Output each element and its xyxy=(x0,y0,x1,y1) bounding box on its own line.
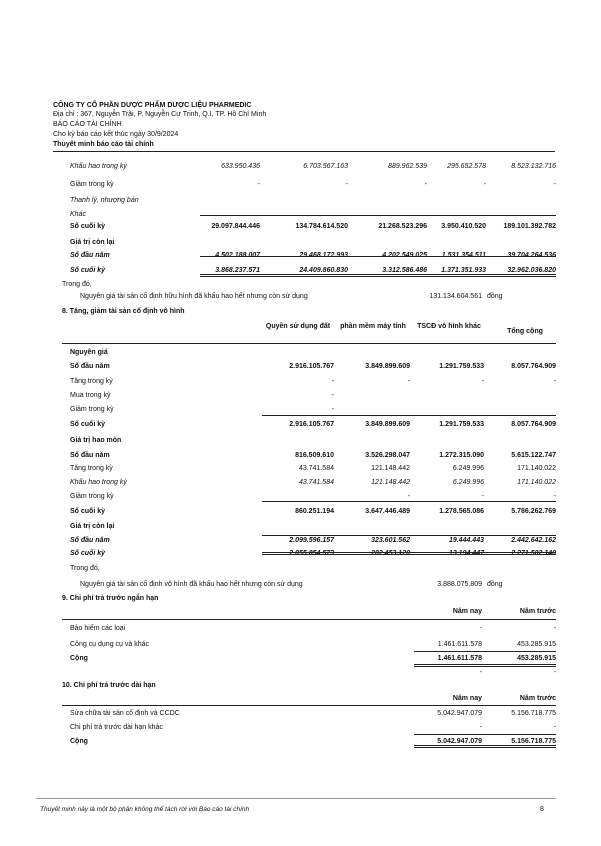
s8-cell: 1.278.565.086 xyxy=(439,508,484,515)
s8-note-unit: đồng xyxy=(487,581,503,588)
s10-cell-prev: - xyxy=(553,724,556,731)
s8-cell: 6.249.996 xyxy=(452,479,484,486)
t7-cell: 295.652.578 xyxy=(447,163,486,170)
s8-cell: 860.251.194 xyxy=(295,508,334,515)
s8-cell: 3.849.899.609 xyxy=(365,363,410,370)
t7-row-label: Số cuối kỳ xyxy=(70,267,106,274)
t7-cell: 633.950.436 xyxy=(221,163,260,170)
t7-row-label: Khấu hao trong kỳ xyxy=(70,163,127,170)
s8-cell: 2.099.596.157 xyxy=(289,537,334,544)
s8-cell: 202.453.120 xyxy=(371,550,410,557)
s8-cell: 3.647.446.489 xyxy=(365,508,410,515)
section8-title: 8. Tăng, giảm tài sản cố định vô hình xyxy=(62,308,185,315)
s10-cell-prev: 5.156.718.775 xyxy=(511,738,556,745)
s8-cell: 2.055.854.573 xyxy=(289,550,334,557)
t7-cell: 889.962.539 xyxy=(388,163,427,170)
t7-cell: 1.531.354.511 xyxy=(441,252,486,259)
t7-cell: - xyxy=(483,181,486,188)
s8-cell: 3.526.298.047 xyxy=(365,452,410,459)
s8-row-label: Số đầu năm xyxy=(70,363,110,370)
s8-rule-3 xyxy=(262,535,556,536)
s8-cell: 121.148.442 xyxy=(371,465,410,472)
s9-after-now: - xyxy=(479,669,482,676)
t7-cell: 4.502.188.007 xyxy=(215,252,260,259)
t7-cell: - xyxy=(424,181,427,188)
s10-cell-now: 5.042.947.079 xyxy=(437,710,482,717)
s8-col-other: TSCĐ vô hình khác xyxy=(417,323,481,330)
s8-cell: - xyxy=(331,392,334,399)
s8-cell: 323.601.562 xyxy=(371,537,410,544)
s8-cell: 6.249.996 xyxy=(452,465,484,472)
t7-cell: 6.703.567.163 xyxy=(303,163,348,170)
s8-double-rule xyxy=(262,552,556,555)
s8-cell: 121.148.442 xyxy=(371,479,410,486)
t7-rule-before-end xyxy=(200,256,556,257)
s8-cell: - xyxy=(331,378,334,385)
s8-cell: 1.272.315.090 xyxy=(439,452,484,459)
t7-row-label: Trong đó, xyxy=(62,281,92,288)
s8-cell: - xyxy=(481,493,484,500)
report-period: Cho kỳ báo cáo kết thúc ngày 30/9/2024 xyxy=(53,131,179,138)
s8-cell: - xyxy=(407,378,410,385)
s8-row-label: Số cuối kỳ xyxy=(70,421,106,428)
s8-row-label: Mua trong kỳ xyxy=(70,392,111,399)
t7-cell: - xyxy=(257,181,260,188)
t7-row-label: Khác xyxy=(70,211,86,218)
s8-cell: 5.615.122.747 xyxy=(511,452,556,459)
t7-cell: 29.097.844.446 xyxy=(211,223,260,230)
t7-double-rule xyxy=(200,274,556,277)
s8-note-value: 3.888.075.809 xyxy=(437,581,482,588)
s8-note-label: Nguyên giá tài sản cố định vô hình đã khấu hao hết nhưng còn sử dụng xyxy=(80,581,303,588)
company-address: Địa chỉ : 367, Nguyễn Trãi, P. Nguyễn Cư Trinh, Q.I, TP. Hồ Chí Minh xyxy=(53,111,267,118)
s9-col-prev: Năm trước xyxy=(519,608,556,615)
s10-col-now: Năm nay xyxy=(452,695,482,702)
t7-row-label: Giảm trong kỳ xyxy=(70,181,114,188)
s8-row-label: Tăng trong kỳ xyxy=(70,378,113,385)
s8-cell: 8.057.764.909 xyxy=(511,363,556,370)
t7-cell: 29.468.172.993 xyxy=(299,252,348,259)
t7-cell: - xyxy=(553,181,556,188)
s9-cell-prev: - xyxy=(553,625,556,632)
s10-row-label: Cộng xyxy=(70,738,88,745)
t7-cell: 189.101.392.782 xyxy=(503,223,556,230)
s8-cell: 2.442.642.162 xyxy=(511,537,556,544)
s8-cell: 8.057.764.909 xyxy=(511,421,556,428)
s9-double-rule xyxy=(414,664,556,667)
s8-row-label: Giảm trong kỳ xyxy=(70,493,114,500)
t7-cell: - xyxy=(345,181,348,188)
s10-row-label: Sửa chữa tài sản cố định và CCDC xyxy=(70,710,180,717)
t7-row-label: Thanh lý, nhượng bán xyxy=(70,197,139,204)
s8-rule-1 xyxy=(262,415,556,416)
s10-double-rule xyxy=(414,745,556,748)
s9-row-label: Cộng xyxy=(70,655,88,662)
s8-row-label: Giá trị hao mòn xyxy=(70,437,122,444)
s8-col-total: Tổng cộng xyxy=(507,328,543,335)
t7-cell: 24.409.860.830 xyxy=(299,267,348,274)
t7-cell: 8.523.132.716 xyxy=(511,163,556,170)
s8-rule-2 xyxy=(262,501,556,502)
s9-header-rule xyxy=(62,619,556,620)
s8-cell: - xyxy=(331,406,334,413)
t7-cell: 39.704.264.536 xyxy=(507,252,556,259)
s8-row-label: Khấu hao trong kỳ xyxy=(70,479,127,486)
t7-cell: 1.371.351.933 xyxy=(441,267,486,274)
s10-cell-prev: 5.156.718.775 xyxy=(511,710,556,717)
s8-cell: 13.194.447 xyxy=(448,550,484,557)
s8-row-label: Giá trị còn lại xyxy=(70,523,115,530)
section-title: Thuyết minh báo cáo tài chính xyxy=(53,141,154,148)
t7-cell: 21.268.523.296 xyxy=(378,223,427,230)
s8-cell: 43.741.584 xyxy=(298,465,334,472)
s8-trong-do: Trong đó, xyxy=(70,565,100,572)
section10-title: 10. Chi phí trả trước dài hạn xyxy=(62,682,156,689)
s8-cell: 19.444.443 xyxy=(448,537,484,544)
s8-header-rule xyxy=(62,343,556,344)
s9-cell-prev: 453.285.915 xyxy=(517,641,556,648)
s10-cell-now: 5.042.947.079 xyxy=(437,738,482,745)
t7-row-label: Số cuối kỳ xyxy=(70,223,106,230)
s9-rule-total xyxy=(414,651,556,652)
s10-cell-now: - xyxy=(479,724,482,731)
s9-cell-prev: 453.285.915 xyxy=(517,655,556,662)
s9-after-prev: - xyxy=(553,669,556,676)
t7-note-value: 131.134.604.561 xyxy=(429,293,482,300)
s10-rule-total xyxy=(414,734,556,735)
s8-cell: 2.271.502.140 xyxy=(511,550,556,557)
s9-col-now: Năm nay xyxy=(452,608,482,615)
s8-row-label: Số cuối kỳ xyxy=(70,508,106,515)
s8-cell: 816.509.610 xyxy=(295,452,334,459)
s8-cell: 2.916.105.767 xyxy=(289,363,334,370)
s8-cell: - xyxy=(553,493,556,500)
s8-row-label: Số cuối kỳ xyxy=(70,550,106,557)
report-title: BÁO CÁO TÀI CHÍNH xyxy=(53,121,122,128)
t7-cell: 4.202.549.025 xyxy=(382,252,427,259)
section9-title: 9. Chi phí trả trước ngắn hạn xyxy=(62,595,159,602)
header-rule xyxy=(53,151,555,152)
s10-row-label: Chi phí trả trước dài hạn khác xyxy=(70,724,163,731)
page-number: 8 xyxy=(540,806,544,813)
t7-note-unit: đồng xyxy=(487,293,503,300)
s9-row-label: Công cụ dụng cụ và khác xyxy=(70,641,149,648)
t7-row-label: Số đầu năm xyxy=(70,252,110,259)
s8-row-label: Giảm trong kỳ xyxy=(70,406,114,413)
s9-cell-now: 1.461.611.578 xyxy=(437,655,482,662)
footer-note: Thuyết minh này là một bộ phận không thể tách rời với Báo cáo tài chính xyxy=(40,806,250,813)
s8-row-label: Số đầu năm xyxy=(70,537,110,544)
footer-rule xyxy=(36,798,556,799)
s10-col-prev: Năm trước xyxy=(519,695,556,702)
s8-cell: - xyxy=(481,378,484,385)
t7-note-label: Nguyên giá tài sản cố định hữu hình đã khấu hao hết nhưng còn sử dụng xyxy=(80,293,308,300)
s9-cell-now: - xyxy=(479,625,482,632)
s8-cell: 171.140.022 xyxy=(517,479,556,486)
s8-col-land: Quyền sử dụng đất xyxy=(265,323,331,330)
s8-row-label: Nguyên giá xyxy=(70,349,108,356)
s8-cell: 43.741.584 xyxy=(298,479,334,486)
t7-cell: 3.950.410.520 xyxy=(441,223,486,230)
s8-cell: 3.849.899.609 xyxy=(365,421,410,428)
s8-cell: - xyxy=(553,378,556,385)
s8-cell: 1.291.759.533 xyxy=(439,421,484,428)
s8-row-label: Tăng trong kỳ xyxy=(70,465,113,472)
s8-cell: 1.291.759.533 xyxy=(439,363,484,370)
s8-cell: - xyxy=(407,493,410,500)
s8-cell: 5.786.262.769 xyxy=(511,508,556,515)
t7-cell: 32.962.036.820 xyxy=(507,267,556,274)
s8-row-label: Số đầu năm xyxy=(70,452,110,459)
t7-rule-before-total xyxy=(200,215,556,216)
s9-row-label: Bảo hiểm các loại xyxy=(70,625,126,632)
s8-cell: 171.140.022 xyxy=(517,465,556,472)
t7-cell: 3.868.237.571 xyxy=(215,267,260,274)
s8-cell: 2.916.105.767 xyxy=(289,421,334,428)
s9-cell-now: 1.461.611.578 xyxy=(437,641,482,648)
t7-cell: 3.312.586.486 xyxy=(382,267,427,274)
s8-col-software: phần mềm máy tính xyxy=(340,323,406,330)
t7-row-label: Giá trị còn lại xyxy=(70,239,115,246)
company-name: CÔNG TY CỔ PHẦN DƯỢC PHẨM DƯỢC LIỆU PHARMEDIC xyxy=(53,102,252,109)
t7-cell: 134.784.614.520 xyxy=(295,223,348,230)
s10-header-rule xyxy=(62,705,556,706)
